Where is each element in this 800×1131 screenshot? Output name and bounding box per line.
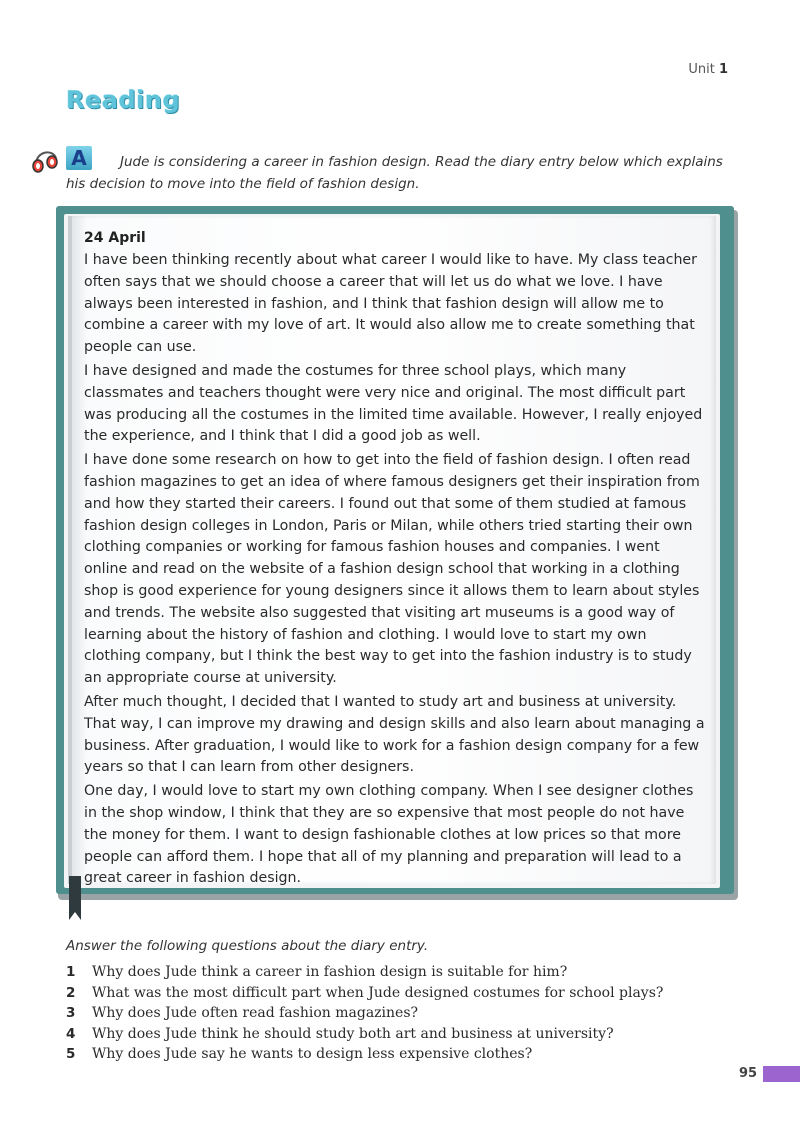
- question-number: 1: [66, 964, 76, 980]
- question-number: 4: [66, 1025, 76, 1042]
- diary-entry: [84, 230, 706, 892]
- question-item: [66, 962, 663, 983]
- question-item: [66, 1024, 663, 1045]
- questions-list: [66, 962, 663, 1065]
- diary-paragraph: I have designed and made the costumes for three school plays, which many classmates and teachers thought were very nice and original. The most difficult part was producing all the costumes in the limited time available. However, I really enjoyed the experience, and I think that I did a good job as well.: [84, 362, 703, 445]
- question-text: Why does Jude think he should study both art and business at university?: [92, 1025, 614, 1042]
- question-text: Why does Jude think a career in fashion design is suitable for him?: [92, 964, 568, 980]
- unit-text: Unit: [688, 62, 715, 77]
- bookmark-ribbon-icon: [66, 876, 84, 920]
- question-number: 5: [66, 1046, 76, 1062]
- page-number-bar: [763, 1066, 800, 1082]
- questions-intro: Answer the following questions about the diary entry.: [66, 938, 429, 954]
- diary-paragraph: After much thought, I decided that I wanted to study art and business at university. That way, I can improve my drawing and design skills and also learn about managing a business. After graduation, I would like to work for a fashion design company for a few years so that I can learn from other designers.: [84, 693, 705, 776]
- question-item: [66, 1044, 663, 1065]
- question-text: Why does Jude often read fashion magazines?: [92, 1005, 419, 1021]
- question-item: [66, 1003, 663, 1024]
- notebook-spine: [68, 216, 72, 884]
- question-item: [66, 983, 663, 1004]
- activity-badge: A: [66, 146, 92, 170]
- diary-paragraph: I have done some research on how to get into the field of fashion design. I often read fashion magazines to get an idea of where famous designers get their inspiration from and how they started their careers. I found out that some of them studied at famous fashion design colleges in London, Paris or Milan, while others tried starting their own clothing companies or working for famous fashion houses and companies. I went online and read on the website of a fashion design school that working in a clothing shop is good experience for young designers since it allows them to learn about styles and trends. The website also suggested that visiting art museums is a good way of learning about the history of fashion and clothing. I would love to start my own clothing company, but I think the best way to get into the fashion industry is to study an appropriate course at university.: [84, 452, 700, 687]
- diary-paragraph: One day, I would love to start my own clothing company. When I see designer clothes in the shop window, I think that they are so expensive that most people do not have the money for them. I want to design fashionable clothes at low prices so that more people can afford them. I hope that all of my planning and preparation will lead to a great career in fashion design.: [84, 783, 694, 887]
- section-title: Reading: [66, 86, 181, 114]
- diary-paragraph: I have been thinking recently about what career I would like to have. My class teacher often says that we should choose a career that will let us do what we love. I have always been interested in fashion, and I think that fashion design will allow me to combine a career with my love of art. It would also allow me to create something that people can use.: [84, 252, 697, 356]
- headphones-icon: [30, 146, 66, 174]
- page-number: 95: [739, 1066, 758, 1081]
- question-number: 3: [66, 1005, 76, 1021]
- activity-instructions: Jude is considering a career in fashion design. Read the diary entry below which explains his decision to move into the field of fashion design.: [66, 154, 723, 192]
- question-text: What was the most difficult part when Jude designed costumes for school plays?: [92, 984, 664, 1001]
- unit-number: 1: [718, 62, 728, 77]
- question-text: Why does Jude say he wants to design less expensive clothes?: [92, 1046, 533, 1062]
- question-number: 2: [66, 984, 76, 1001]
- diary-date: 24 April: [84, 230, 146, 246]
- unit-label: [688, 62, 728, 77]
